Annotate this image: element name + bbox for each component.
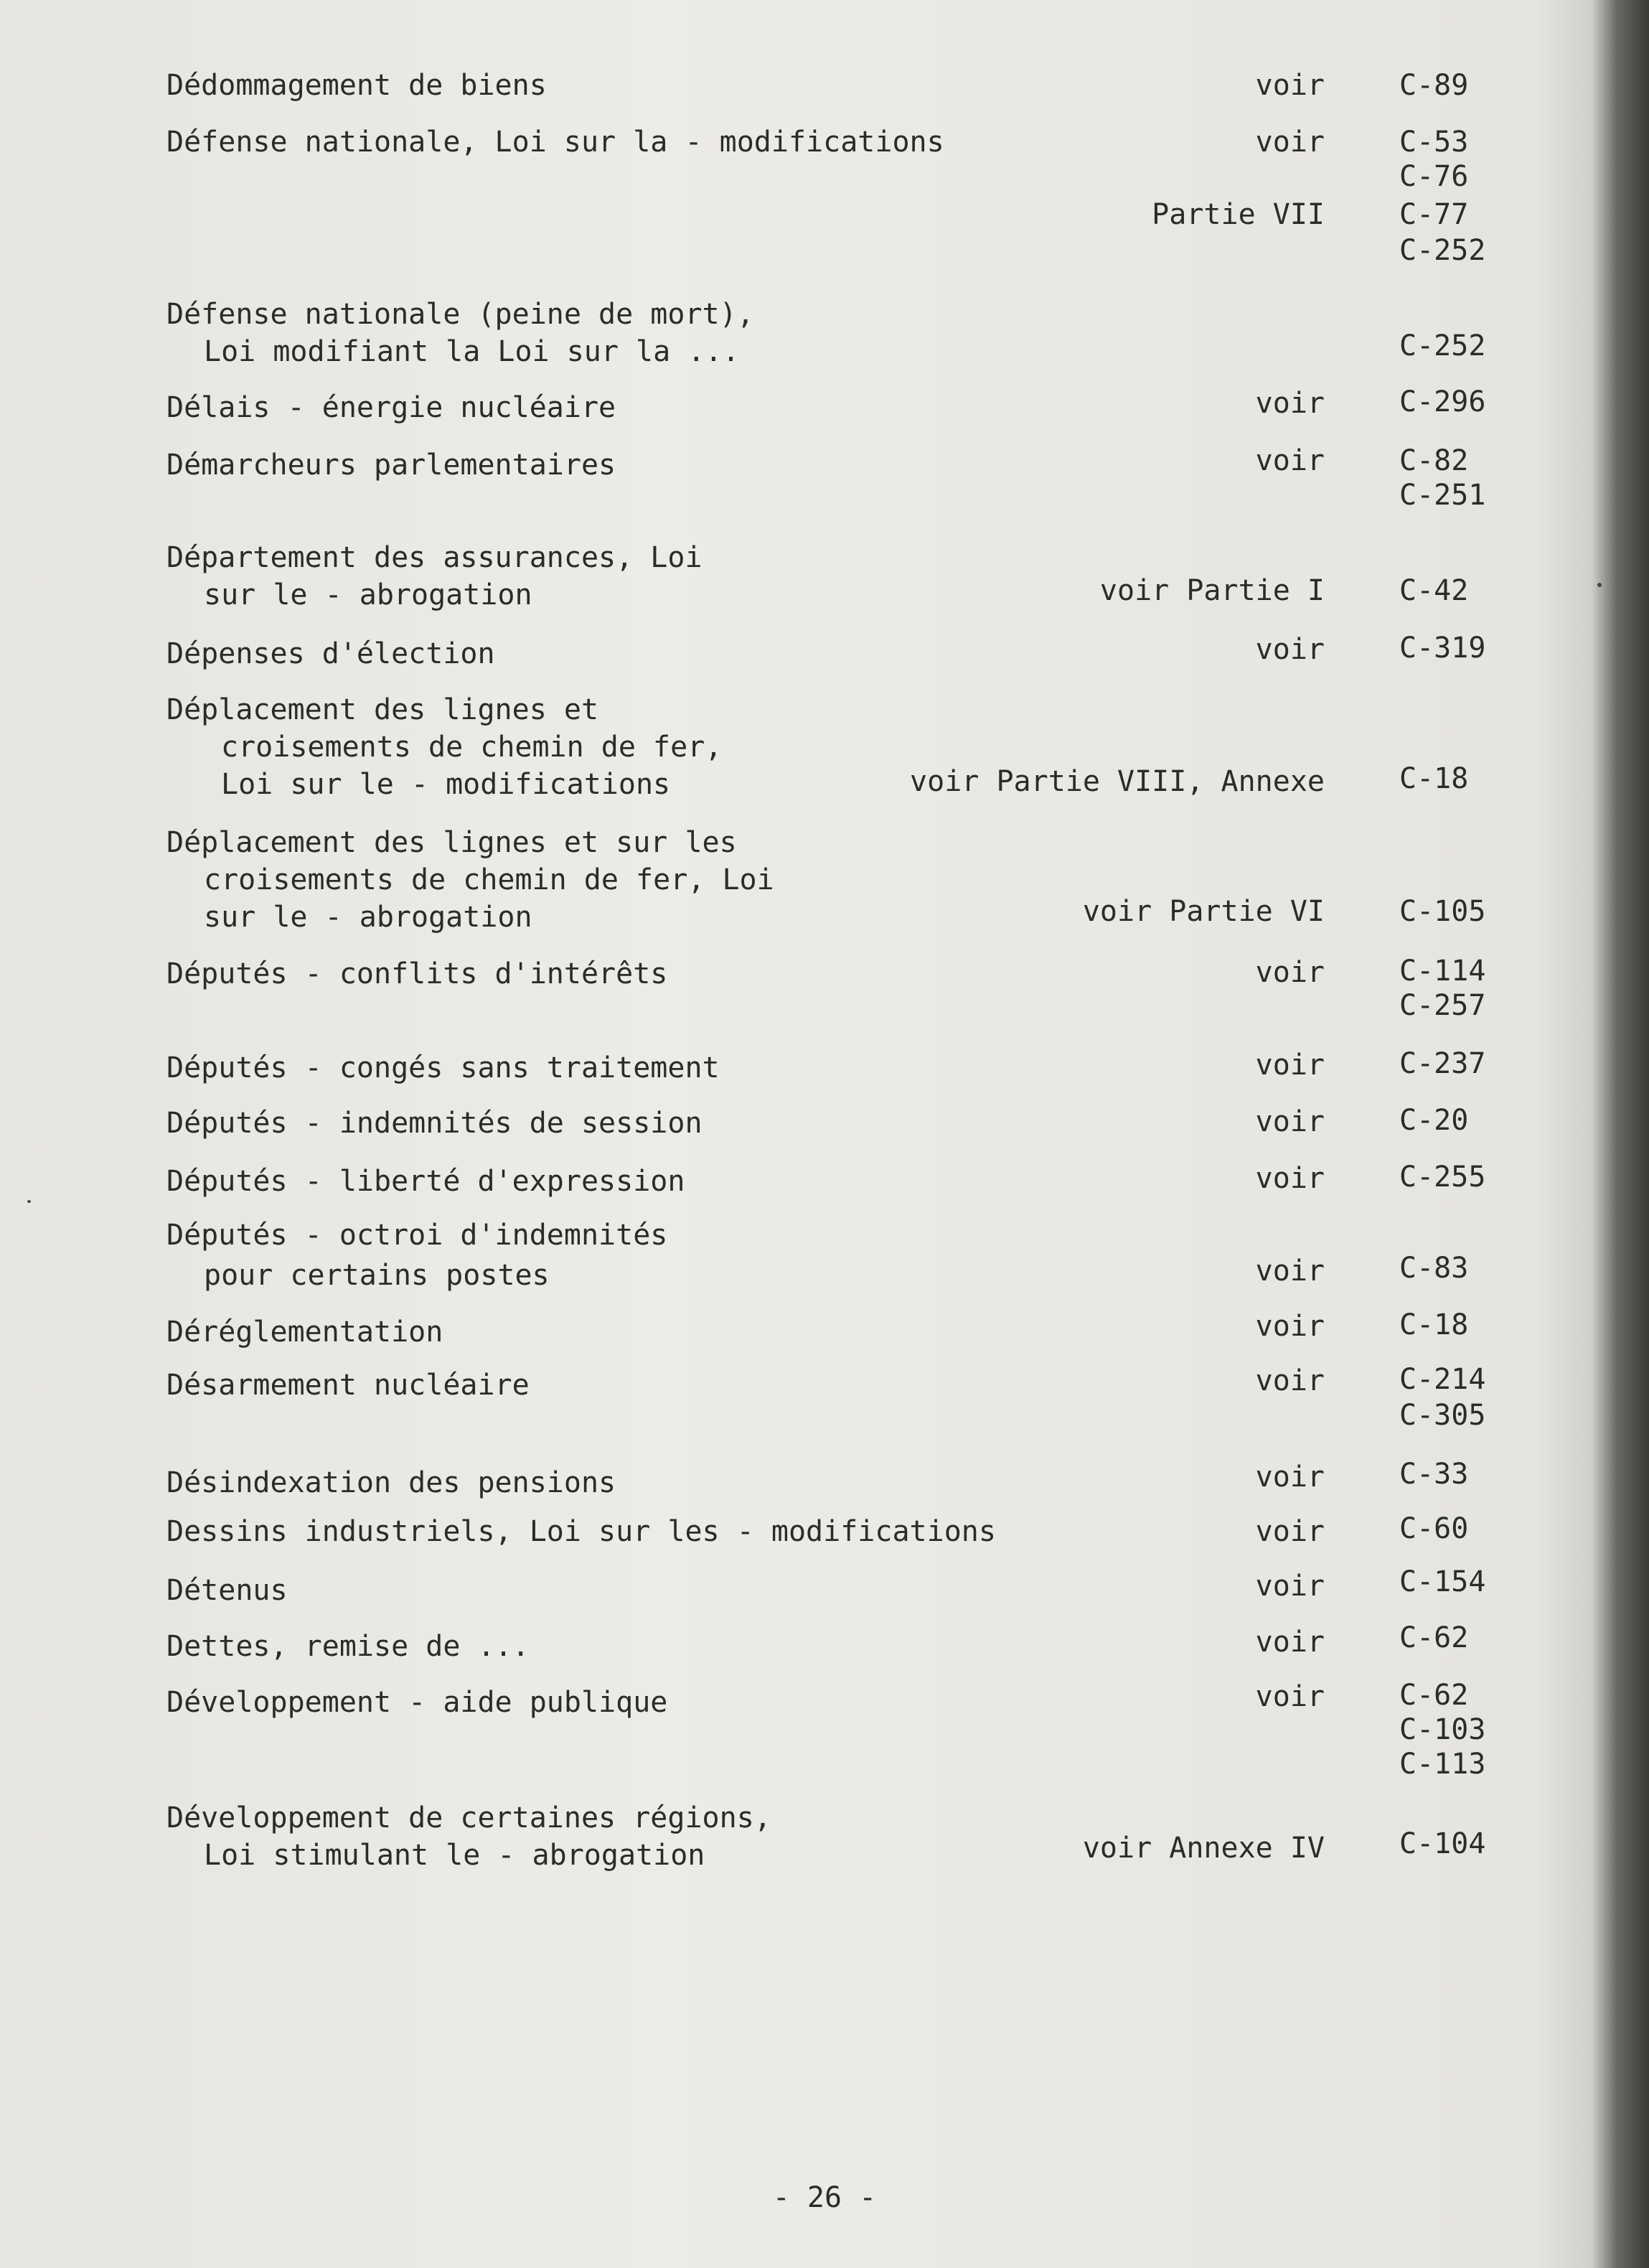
entry-reference: voir bbox=[1255, 956, 1325, 989]
entry-subject-line: Députés - congés sans traitement bbox=[166, 1051, 720, 1084]
entry-bill-number: C-154 bbox=[1399, 1565, 1486, 1598]
entry-bill-number: C-82 bbox=[1399, 444, 1469, 477]
entry-reference: Partie VII bbox=[1152, 198, 1325, 231]
entry-reference: voir bbox=[1255, 1570, 1325, 1603]
entry-subject-line: Déréglementation bbox=[166, 1316, 443, 1349]
entry-bill-number: C-60 bbox=[1399, 1512, 1469, 1545]
entry-subject-line: sur le - abrogation bbox=[204, 578, 532, 611]
entry-reference: voir bbox=[1255, 1515, 1325, 1548]
ink-speck bbox=[1597, 583, 1602, 587]
entry-bill-number: C-237 bbox=[1399, 1047, 1486, 1080]
entry-bill-number: C-18 bbox=[1399, 1308, 1469, 1341]
entry-subject-line: Détenus bbox=[166, 1574, 288, 1607]
entry-bill-number: C-18 bbox=[1399, 762, 1469, 795]
entry-bill-number: C-296 bbox=[1399, 385, 1486, 418]
entry-subject-line: Loi stimulant le - abrogation bbox=[204, 1839, 705, 1872]
entry-subject-line: Députés - conflits d'intérêts bbox=[166, 957, 668, 990]
entry-subject-line: Déplacement des lignes et bbox=[166, 693, 599, 726]
entry-reference: voir bbox=[1255, 1680, 1325, 1713]
entry-reference: voir Annexe IV bbox=[1082, 1832, 1325, 1865]
entry-reference: voir bbox=[1255, 387, 1325, 420]
entry-reference: voir bbox=[1255, 1255, 1325, 1288]
entry-reference: voir bbox=[1255, 69, 1325, 102]
entry-reference: voir Partie I bbox=[1099, 574, 1325, 607]
entry-reference: voir bbox=[1255, 1162, 1325, 1195]
entry-reference: voir bbox=[1255, 1626, 1325, 1659]
entry-reference: voir bbox=[1255, 1310, 1325, 1343]
entry-subject-line: Démarcheurs parlementaires bbox=[166, 449, 616, 482]
entry-bill-number: C-42 bbox=[1399, 574, 1469, 607]
entry-subject-line: Désarmement nucléaire bbox=[166, 1369, 530, 1402]
entry-bill-number: C-105 bbox=[1399, 895, 1486, 928]
entry-bill-number: C-257 bbox=[1399, 989, 1486, 1022]
entry-reference: voir bbox=[1255, 126, 1325, 159]
entry-bill-number: C-83 bbox=[1399, 1252, 1469, 1285]
entry-subject-line: sur le - abrogation bbox=[204, 901, 532, 934]
entry-reference: voir bbox=[1255, 1105, 1325, 1138]
entry-subject-line: Département des assurances, Loi bbox=[166, 541, 703, 574]
entry-subject-line: Députés - octroi d'indemnités bbox=[166, 1219, 668, 1252]
entry-bill-number: C-33 bbox=[1399, 1458, 1469, 1491]
entry-subject-line: Dépenses d'élection bbox=[166, 637, 495, 670]
entry-reference: voir bbox=[1255, 444, 1325, 477]
entry-bill-number: C-76 bbox=[1399, 160, 1469, 193]
entry-subject-line: Dettes, remise de ... bbox=[166, 1630, 530, 1663]
entry-subject-line: pour certains postes bbox=[204, 1259, 550, 1292]
entry-subject-line: Loi sur le - modifications bbox=[221, 768, 671, 801]
entry-reference: voir bbox=[1255, 1364, 1325, 1397]
entry-subject-line: croisements de chemin de fer, bbox=[221, 731, 723, 764]
entry-bill-number: C-103 bbox=[1399, 1713, 1486, 1746]
entry-subject-line: Dessins industriels, Loi sur les - modifications bbox=[166, 1515, 996, 1548]
entry-subject-line: Loi modifiant la Loi sur la ... bbox=[204, 335, 740, 368]
entry-reference: voir Partie VI bbox=[1082, 895, 1325, 928]
entry-subject-line: Délais - énergie nucléaire bbox=[166, 391, 616, 424]
entry-subject-line: Députés - indemnités de session bbox=[166, 1107, 703, 1140]
entry-bill-number: C-62 bbox=[1399, 1621, 1469, 1654]
entry-subject-line: Députés - liberté d'expression bbox=[166, 1165, 685, 1198]
entry-bill-number: C-252 bbox=[1399, 234, 1486, 267]
entry-bill-number: C-62 bbox=[1399, 1679, 1469, 1712]
entry-reference: voir Partie VIII, Annexe bbox=[910, 765, 1325, 798]
entry-bill-number: C-89 bbox=[1399, 69, 1469, 102]
entry-subject-line: croisements de chemin de fer, Loi bbox=[204, 863, 774, 896]
entry-reference: voir bbox=[1255, 1049, 1325, 1082]
entry-bill-number: C-53 bbox=[1399, 126, 1469, 159]
entry-bill-number: C-214 bbox=[1399, 1363, 1486, 1396]
entry-subject-line: Développement de certaines régions, bbox=[166, 1801, 771, 1834]
entry-bill-number: C-319 bbox=[1399, 632, 1486, 665]
entry-reference: voir bbox=[1255, 1461, 1325, 1494]
entry-bill-number: C-252 bbox=[1399, 329, 1486, 362]
entry-bill-number: C-251 bbox=[1399, 479, 1486, 512]
entry-subject-line: Désindexation des pensions bbox=[166, 1466, 616, 1499]
entry-bill-number: C-305 bbox=[1399, 1399, 1486, 1432]
ink-speck bbox=[27, 1200, 31, 1203]
entry-subject-line: Déplacement des lignes et sur les bbox=[166, 826, 737, 859]
page-number: - 26 - bbox=[772, 2181, 877, 2214]
entry-reference: voir bbox=[1255, 633, 1325, 666]
entry-bill-number: C-114 bbox=[1399, 955, 1486, 988]
entry-subject-line: Développement - aide publique bbox=[166, 1686, 668, 1719]
entry-bill-number: C-255 bbox=[1399, 1161, 1486, 1194]
entry-subject-line: Défense nationale (peine de mort), bbox=[166, 298, 754, 331]
entry-bill-number: C-20 bbox=[1399, 1104, 1469, 1137]
entry-bill-number: C-77 bbox=[1399, 198, 1469, 231]
entry-bill-number: C-113 bbox=[1399, 1748, 1486, 1781]
entry-bill-number: C-104 bbox=[1399, 1827, 1486, 1860]
entry-subject-line: Dédommagement de biens bbox=[166, 69, 547, 102]
entry-subject-line: Défense nationale, Loi sur la - modifications bbox=[166, 126, 944, 159]
